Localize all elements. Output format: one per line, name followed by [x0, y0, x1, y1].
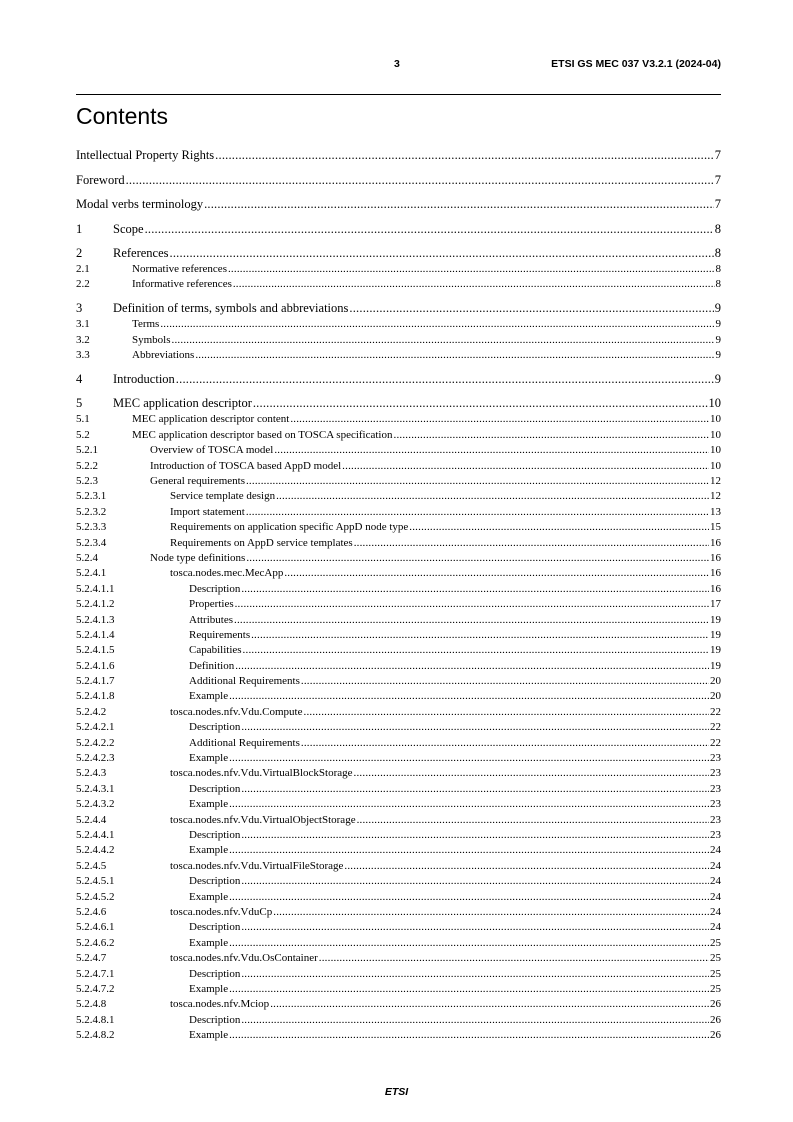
- toc-entry-title: Intellectual Property Rights: [76, 148, 215, 162]
- toc-entry-title: Capabilities: [189, 644, 242, 657]
- toc-entry[interactable]: [76, 674, 721, 689]
- toc-entry-number: 2: [76, 246, 83, 260]
- toc-entry-page: 23: [710, 782, 721, 795]
- toc-dot-leader: [229, 936, 709, 951]
- toc-entry[interactable]: [76, 890, 721, 905]
- toc-entry[interactable]: [76, 536, 721, 551]
- toc-entry[interactable]: [76, 147, 721, 164]
- toc-entry-title: Introduction: [113, 371, 175, 386]
- toc-entry[interactable]: [76, 371, 721, 388]
- toc-entry-number: 5.2.4.1.2: [76, 598, 115, 611]
- toc-entry-number: 5.2.4.1.6: [76, 659, 115, 672]
- toc-entry-title: Modal verbs terminology: [76, 197, 204, 211]
- toc-entry[interactable]: [76, 659, 721, 674]
- toc-entry-page: 9: [715, 333, 721, 346]
- toc-entry-number: 5.2.4.1: [76, 567, 107, 580]
- toc-entry[interactable]: [76, 951, 721, 966]
- toc-entry[interactable]: [76, 874, 721, 889]
- toc-dot-leader: [344, 859, 709, 874]
- toc-dot-leader: [241, 720, 709, 735]
- toc-dot-leader: [229, 982, 709, 997]
- toc-entry-page: 10: [710, 459, 721, 472]
- toc-dot-leader: [246, 551, 709, 566]
- toc-entry-title: Additional Requirements: [189, 675, 300, 688]
- toc-entry-title: tosca.nodes.nfv.Vdu.Compute: [170, 705, 303, 718]
- toc-entry-number: 5.2.4.5.1: [76, 875, 115, 888]
- toc-dot-leader: [354, 766, 709, 781]
- toc-dot-leader: [243, 643, 709, 658]
- toc-entry-title: Example: [189, 798, 229, 811]
- toc-entry-page: 26: [710, 1029, 721, 1042]
- header-rule: [76, 94, 721, 95]
- toc-entry-page: 16: [710, 551, 721, 564]
- toc-dot-leader: [253, 395, 708, 412]
- toc-entry-page: 9: [715, 318, 721, 331]
- toc-entry-page: 23: [710, 813, 721, 826]
- toc-entry-title: Requirements on AppD service templates: [170, 536, 353, 549]
- toc-entry-title: tosca.nodes.nfv.Vdu.VirtualFileStorage: [170, 859, 344, 872]
- toc-entry-number: 5.2.4.1.1: [76, 582, 115, 595]
- toc-dot-leader: [195, 348, 714, 363]
- toc-entry-number: 5.2.4.2.2: [76, 736, 115, 749]
- toc-entry[interactable]: [76, 505, 721, 520]
- toc-entry[interactable]: [76, 474, 721, 489]
- toc-entry[interactable]: [76, 782, 721, 797]
- toc-entry-number: 5.2.4.6.2: [76, 936, 115, 949]
- toc-entry-title: MEC application descriptor based on TOSCA specification: [132, 428, 393, 441]
- toc-entry-page: 22: [710, 705, 721, 718]
- toc-entry-number: 5.2.3.1: [76, 490, 107, 503]
- toc-entry-title: MEC application descriptor: [113, 396, 252, 411]
- toc-entry-page: 26: [710, 998, 721, 1011]
- toc-dot-leader: [241, 920, 709, 935]
- toc-entry-number: 5.1: [76, 413, 90, 426]
- toc-dot-leader: [354, 536, 709, 551]
- toc-entry[interactable]: [76, 828, 721, 843]
- toc-entry[interactable]: [76, 643, 721, 658]
- toc-dot-leader: [204, 196, 714, 213]
- toc-entry-number: 5.2.4.1.5: [76, 644, 115, 657]
- toc-entry-page: 20: [710, 690, 721, 703]
- toc-entry-number: 5.2.3: [76, 475, 98, 488]
- toc-entry-page: 25: [710, 982, 721, 995]
- toc-dot-leader: [235, 597, 709, 612]
- toc-dot-leader: [145, 221, 714, 238]
- page-footer: ETSI: [384, 1086, 409, 1098]
- toc-entry[interactable]: [76, 245, 721, 262]
- toc-entry-page: 25: [710, 936, 721, 949]
- toc-dot-leader: [241, 1013, 709, 1028]
- toc-entry-number: 5.2.4: [76, 551, 98, 564]
- toc-entry-page: 12: [710, 475, 721, 488]
- toc-entry-title: Attributes: [189, 613, 233, 626]
- toc-dot-leader: [229, 1028, 709, 1043]
- toc-entry-number: 5.2.4.2: [76, 705, 107, 718]
- toc-dot-leader: [246, 474, 709, 489]
- toc-dot-leader: [172, 333, 715, 348]
- toc-entry-number: 5.2.1: [76, 444, 98, 457]
- toc-dot-leader: [276, 489, 709, 504]
- toc-entry-page: 24: [710, 890, 721, 903]
- toc-entry-title: Description: [189, 721, 241, 734]
- toc-entry-page: 19: [710, 613, 721, 626]
- toc-entry[interactable]: [76, 551, 721, 566]
- toc-entry-number: 5.2.4.3.2: [76, 798, 115, 811]
- toc-entry-page: 24: [710, 859, 721, 872]
- toc-dot-leader: [126, 172, 714, 189]
- toc-entry-page: 10: [710, 428, 721, 441]
- toc-entry-number: 1: [76, 221, 83, 236]
- toc-entry-number: 5.2.4.1.4: [76, 628, 115, 641]
- toc-entry[interactable]: [76, 221, 721, 238]
- toc-entry-title: Requirements: [189, 628, 251, 641]
- toc-entry[interactable]: [76, 967, 721, 982]
- toc-entry-page: 20: [710, 675, 721, 688]
- toc-dot-leader: [246, 505, 709, 520]
- toc-entry-page: 13: [710, 505, 721, 518]
- toc-dot-leader: [241, 582, 709, 597]
- toc-entry-title: tosca.nodes.nfv.Vdu.VirtualBlockStorage: [170, 767, 353, 780]
- toc-entry[interactable]: [76, 1013, 721, 1028]
- page-title: Contents: [76, 103, 169, 129]
- toc-entry-number: 5.2.4.7: [76, 952, 107, 965]
- toc-entry-title: General requirements: [150, 475, 245, 488]
- toc-entry-title: tosca.nodes.mec.MecApp: [170, 567, 284, 580]
- toc-entry-number: 5.2.4.6: [76, 905, 107, 918]
- toc-entry-number: 5.2.4.3.1: [76, 782, 115, 795]
- toc-dot-leader: [304, 705, 710, 720]
- toc-entry-number: 5.2.4.8.2: [76, 1029, 115, 1042]
- toc-entry-page: 8: [715, 278, 721, 291]
- toc-dot-leader: [394, 428, 710, 443]
- toc-entry-title: Example: [189, 936, 229, 949]
- toc-entry[interactable]: [76, 843, 721, 858]
- toc-entry[interactable]: [76, 196, 721, 213]
- toc-dot-leader: [176, 371, 714, 388]
- toc-entry-number: 5.2.4.3: [76, 767, 107, 780]
- toc-entry-title: tosca.nodes.nfv.Mciop: [170, 998, 270, 1011]
- toc-entry-page: 23: [710, 767, 721, 780]
- toc-entry-title: Informative references: [132, 278, 232, 291]
- toc-entry-title: Definition: [189, 659, 235, 672]
- toc-dot-leader: [235, 659, 709, 674]
- toc-entry-number: 5.2.4.5: [76, 859, 107, 872]
- toc-entry-title: tosca.nodes.nfv.VduCp: [170, 905, 273, 918]
- toc-entry-title: Example: [189, 982, 229, 995]
- toc-entry[interactable]: [76, 582, 721, 597]
- toc-entry-title: Example: [189, 752, 229, 765]
- toc-entry-number: 5.2.4.4.2: [76, 844, 115, 857]
- toc-entry-title: tosca.nodes.nfv.Vdu.OsContainer: [170, 952, 318, 965]
- toc-entry-number: 5.2.3.4: [76, 536, 107, 549]
- toc-entry[interactable]: [76, 277, 721, 292]
- toc-entry-page: 16: [710, 567, 721, 580]
- toc-entry[interactable]: [76, 813, 721, 828]
- toc-entry-page: 15: [710, 521, 721, 534]
- toc-entry[interactable]: [76, 920, 721, 935]
- toc-dot-leader: [170, 245, 714, 262]
- toc-entry-page: 23: [710, 752, 721, 765]
- toc-entry-number: 3: [76, 301, 83, 316]
- toc-entry-page: 9: [715, 349, 721, 362]
- toc-entry[interactable]: [76, 428, 721, 443]
- toc-dot-leader: [270, 997, 709, 1012]
- toc-entry-page: 10: [708, 396, 721, 411]
- toc-entry[interactable]: [76, 905, 721, 920]
- toc-entry-number: 5.2.4.1.8: [76, 690, 115, 703]
- toc-entry-number: 3.1: [76, 318, 90, 331]
- toc-entry-page: 7: [714, 148, 721, 162]
- toc-entry-page: 8: [715, 263, 721, 275]
- toc-entry-page: 8: [714, 221, 721, 236]
- toc-entry[interactable]: [76, 520, 721, 535]
- toc-entry[interactable]: [76, 1028, 721, 1043]
- toc-entry-number: 5.2.2: [76, 459, 98, 472]
- toc-entry-page: 26: [710, 1013, 721, 1026]
- toc-dot-leader: [301, 736, 709, 751]
- toc-entry-title: Additional Requirements: [189, 736, 300, 749]
- toc-entry-page: 24: [710, 921, 721, 934]
- toc-dot-leader: [251, 628, 709, 643]
- toc-entry[interactable]: [76, 489, 721, 504]
- toc-entry-page: 10: [710, 413, 721, 426]
- toc-entry-page: 16: [710, 536, 721, 549]
- toc-entry-title: Example: [189, 1029, 229, 1042]
- toc-dot-leader: [234, 613, 709, 628]
- toc-entry-title: Import statement: [170, 505, 245, 518]
- toc-entry-title: Foreword: [76, 172, 125, 187]
- toc-entry-page: 22: [710, 721, 721, 734]
- toc-entry-title: Normative references: [132, 263, 227, 275]
- toc-dot-leader: [342, 459, 709, 474]
- toc-entry-title: Abbreviations: [132, 349, 195, 362]
- toc-entry[interactable]: [76, 566, 721, 581]
- toc-dot-leader: [409, 520, 709, 535]
- toc-dot-leader: [319, 951, 709, 966]
- toc-entry-number: 5.2.4.5.2: [76, 890, 115, 903]
- toc-entry-title: Service template design: [170, 490, 276, 503]
- toc-dot-leader: [241, 828, 709, 843]
- toc-entry-page: 24: [710, 844, 721, 857]
- toc-entry-number: 5.2: [76, 428, 90, 441]
- toc-entry[interactable]: [76, 936, 721, 951]
- toc-entry-title: Description: [189, 829, 241, 841]
- toc-entry-page: 9: [714, 371, 721, 386]
- toc-entry-title: References: [113, 246, 169, 260]
- toc-entry-title: Description: [189, 967, 241, 980]
- toc-entry[interactable]: [76, 613, 721, 628]
- toc-entry-title: Terms: [132, 318, 160, 331]
- toc-entry-number: 5.2.4.8.1: [76, 1013, 115, 1026]
- toc-entry-number: 3.3: [76, 349, 90, 362]
- toc-entry[interactable]: [76, 348, 721, 363]
- toc-entry-number: 5.2.3.3: [76, 521, 107, 534]
- toc-entry[interactable]: [76, 859, 721, 874]
- toc-dot-leader: [229, 890, 709, 905]
- toc-entry-number: 4: [76, 371, 83, 386]
- toc-entry-title: Description: [189, 782, 241, 795]
- toc-entry[interactable]: [76, 597, 721, 612]
- toc-entry[interactable]: [76, 705, 721, 720]
- toc-entry-number: 5.2.4.7.1: [76, 967, 115, 980]
- toc-entry-page: 19: [710, 659, 721, 672]
- toc-entry[interactable]: [76, 395, 721, 412]
- toc-entry[interactable]: [76, 262, 721, 277]
- toc-entry-title: Example: [189, 690, 229, 703]
- toc-entry-page: 16: [710, 582, 721, 595]
- toc-entry-page: 25: [710, 967, 721, 980]
- toc-entry-page: 23: [710, 829, 721, 841]
- toc-dot-leader: [290, 412, 709, 427]
- toc-entry-page: 23: [710, 798, 721, 811]
- toc-entry[interactable]: [76, 300, 721, 317]
- toc-entry-title: Requirements on application specific AppD node type: [170, 521, 409, 534]
- toc-entry[interactable]: [76, 766, 721, 781]
- toc-entry-number: 5.2.4.7.2: [76, 982, 115, 995]
- toc-entry-title: Properties: [189, 598, 234, 611]
- toc-entry-number: 5.2.4.6.1: [76, 921, 115, 934]
- toc-entry-title: Description: [189, 921, 241, 934]
- document-id: ETSI GS MEC 037 V3.2.1 (2024-04): [551, 58, 721, 70]
- toc-entry[interactable]: [76, 317, 721, 332]
- page-header: [76, 58, 721, 74]
- toc-entry[interactable]: [76, 797, 721, 812]
- toc-dot-leader: [241, 967, 709, 982]
- toc-entry[interactable]: [76, 628, 721, 643]
- toc-dot-leader: [228, 262, 715, 277]
- toc-dot-leader: [273, 905, 709, 920]
- toc-entry[interactable]: [76, 982, 721, 997]
- toc-dot-leader: [357, 813, 709, 828]
- toc-entry-page: 17: [710, 598, 721, 611]
- toc-entry[interactable]: [76, 997, 721, 1012]
- toc-entry-number: 2.1: [76, 263, 90, 275]
- toc-entry[interactable]: [76, 736, 721, 751]
- toc-dot-leader: [301, 674, 709, 689]
- toc-dot-leader: [233, 277, 715, 292]
- toc-entry-page: 19: [710, 628, 721, 641]
- toc-entry-title: Definition of terms, symbols and abbreviations: [113, 301, 349, 316]
- toc-entry-number: 5: [76, 396, 83, 411]
- toc-entry-number: 2.2: [76, 278, 90, 291]
- toc-entry-number: 5.2.4.4.1: [76, 829, 115, 841]
- toc-entry-title: Description: [189, 582, 241, 595]
- toc-entry-page: 22: [710, 736, 721, 749]
- toc-entry-title: Description: [189, 875, 241, 888]
- toc-entry-page: 24: [710, 905, 721, 918]
- toc-entry-title: Example: [189, 844, 229, 857]
- toc-entry-title: tosca.nodes.nfv.Vdu.VirtualObjectStorage: [170, 813, 356, 826]
- toc-dot-leader: [229, 751, 709, 766]
- toc-entry-number: 5.2.4.1.7: [76, 675, 115, 688]
- toc-entry-number: 5.2.4.4: [76, 813, 107, 826]
- toc-entry-title: Scope: [113, 221, 144, 236]
- toc-entry-number: 5.2.3.2: [76, 505, 107, 518]
- toc-dot-leader: [274, 443, 709, 458]
- toc-entry-page: 25: [710, 952, 721, 965]
- toc-entry-page: 9: [714, 301, 721, 316]
- toc-entry-title: Node type definitions: [150, 551, 246, 564]
- toc-entry-number: 5.2.4.1.3: [76, 613, 115, 626]
- toc-entry-number: 5.2.4.8: [76, 998, 107, 1011]
- toc-dot-leader: [349, 300, 713, 317]
- toc-entry-page: 8: [714, 246, 721, 260]
- toc-dot-leader: [215, 147, 714, 164]
- toc-entry-page: 7: [714, 197, 721, 211]
- toc-entry-page: 10: [710, 444, 721, 457]
- toc-entry-title: Introduction of TOSCA based AppD model: [150, 459, 342, 472]
- toc-entry[interactable]: [76, 751, 721, 766]
- toc-dot-leader: [241, 782, 709, 797]
- page-number: 3: [394, 58, 400, 70]
- toc-entry[interactable]: [76, 443, 721, 458]
- toc-entry[interactable]: [76, 172, 721, 189]
- toc-entry-title: Description: [189, 1013, 241, 1026]
- toc-entry-title: Example: [189, 890, 229, 903]
- toc-entry-page: 19: [710, 644, 721, 657]
- toc-entry-number: 3.2: [76, 333, 90, 346]
- toc-dot-leader: [160, 317, 714, 332]
- toc-dot-leader: [229, 843, 709, 858]
- toc-entry-page: 24: [710, 875, 721, 888]
- toc-entry-page: 12: [710, 490, 721, 503]
- toc-entry[interactable]: [76, 689, 721, 704]
- toc-entry[interactable]: [76, 412, 721, 427]
- toc-entry-page: 7: [714, 172, 721, 187]
- toc-entry[interactable]: [76, 720, 721, 735]
- toc-entry-number: 5.2.4.2.3: [76, 752, 115, 765]
- toc-dot-leader: [229, 797, 709, 812]
- toc-entry-title: MEC application descriptor content: [132, 413, 290, 426]
- table-of-contents: [76, 147, 721, 1043]
- toc-entry-number: 5.2.4.2.1: [76, 721, 115, 734]
- toc-dot-leader: [284, 566, 709, 581]
- toc-dot-leader: [229, 689, 709, 704]
- toc-entry[interactable]: [76, 333, 721, 348]
- toc-entry-title: Symbols: [132, 333, 171, 346]
- toc-dot-leader: [241, 874, 709, 889]
- toc-entry-title: Overview of TOSCA model: [150, 444, 274, 457]
- toc-entry[interactable]: [76, 459, 721, 474]
